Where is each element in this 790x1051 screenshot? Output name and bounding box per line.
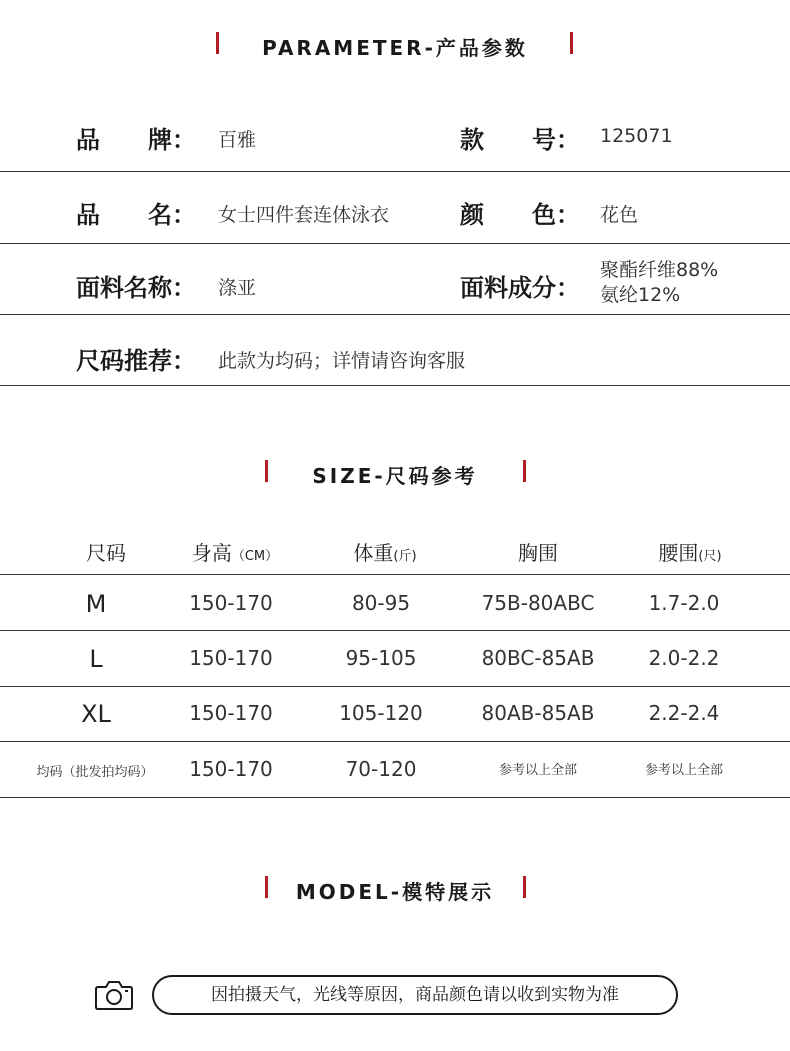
color-disclaimer: 因拍摄天气，光线等原因，商品颜色请以收到实物为准 [152,975,678,1015]
accent-bar-right [523,460,526,482]
product-name-value: 女士四件套连体泳衣 [218,204,390,226]
header-height-unit: （CM） [231,549,279,564]
header-size [56,537,156,566]
fabric-composition-label: 面料成分： [460,274,580,302]
size-recommend-label: 尺码推荐： [76,347,196,375]
divider [0,797,790,798]
size-title: SIZE-尺码参考 [312,464,478,488]
brand-value: 百雅 [218,129,257,151]
weight-cell: 105-120 [339,701,423,725]
divider [0,314,790,315]
color-value: 花色 [600,204,639,226]
camera-icon [94,979,134,1011]
height-cell: 150-170 [189,701,273,725]
weight-cell: 80-95 [351,591,411,615]
height-cell: 150-170 [189,591,273,615]
size-cell: M [85,590,107,618]
height-cell: 150-170 [189,646,273,670]
fabric-composition-value-1: 聚酯纤维88% [600,259,719,281]
divider [0,243,790,244]
header-bust-label: 胸围 [518,541,558,565]
fabric-name-value: 涤亚 [218,277,257,299]
header-weight-label: 体重 [353,541,394,565]
fabric-name-label: 面料名称： [76,274,196,302]
accent-bar-right [523,876,526,898]
parameter-title: PARAMETER-产品参数 [262,36,528,60]
bust-cell: 80AB-85AB [481,701,595,725]
divider [0,630,790,631]
size-cell: 均码（批发拍均码） [36,765,154,780]
header-weight [330,537,440,566]
size-cell: L [89,645,103,673]
brand-label: 品 牌： [76,126,196,154]
style-no-label: 款 号： [460,126,580,154]
divider [0,686,790,687]
model-title: MODEL-模特展示 [295,880,495,904]
bust-cell: 参考以上全部 [498,763,577,778]
divider [0,574,790,575]
weight-cell: 95-105 [345,646,417,670]
size-cell: XL [81,700,111,728]
divider [0,385,790,386]
header-bust [488,537,588,566]
accent-bar-right [570,32,573,54]
header-waist [640,537,740,566]
header-waist-label: 腰围 [658,541,699,565]
style-no-value: 125071 [600,125,673,147]
header-height [170,537,300,566]
header-size-label: 尺码 [86,541,126,565]
height-cell: 150-170 [189,757,273,781]
divider [0,741,790,742]
header-waist-unit: (尺) [698,549,722,564]
color-label: 颜 色： [460,201,580,229]
fabric-composition-value-2: 氨纶12% [600,284,681,306]
product-name-label: 品 名： [76,201,196,229]
weight-cell: 70-120 [345,757,417,781]
header-weight-unit: (斤) [393,549,417,564]
waist-cell: 参考以上全部 [644,763,723,778]
waist-cell: 1.7-2.0 [648,591,720,615]
size-recommend-value: 此款为均码；详情请咨询客服 [218,350,466,372]
bust-cell: 80BC-85AB [481,646,595,670]
bust-cell: 75B-80ABC [481,591,595,615]
waist-cell: 2.0-2.2 [648,646,720,670]
waist-cell: 2.2-2.4 [648,701,720,725]
header-height-label: 身高 [191,541,232,565]
divider [0,171,790,172]
